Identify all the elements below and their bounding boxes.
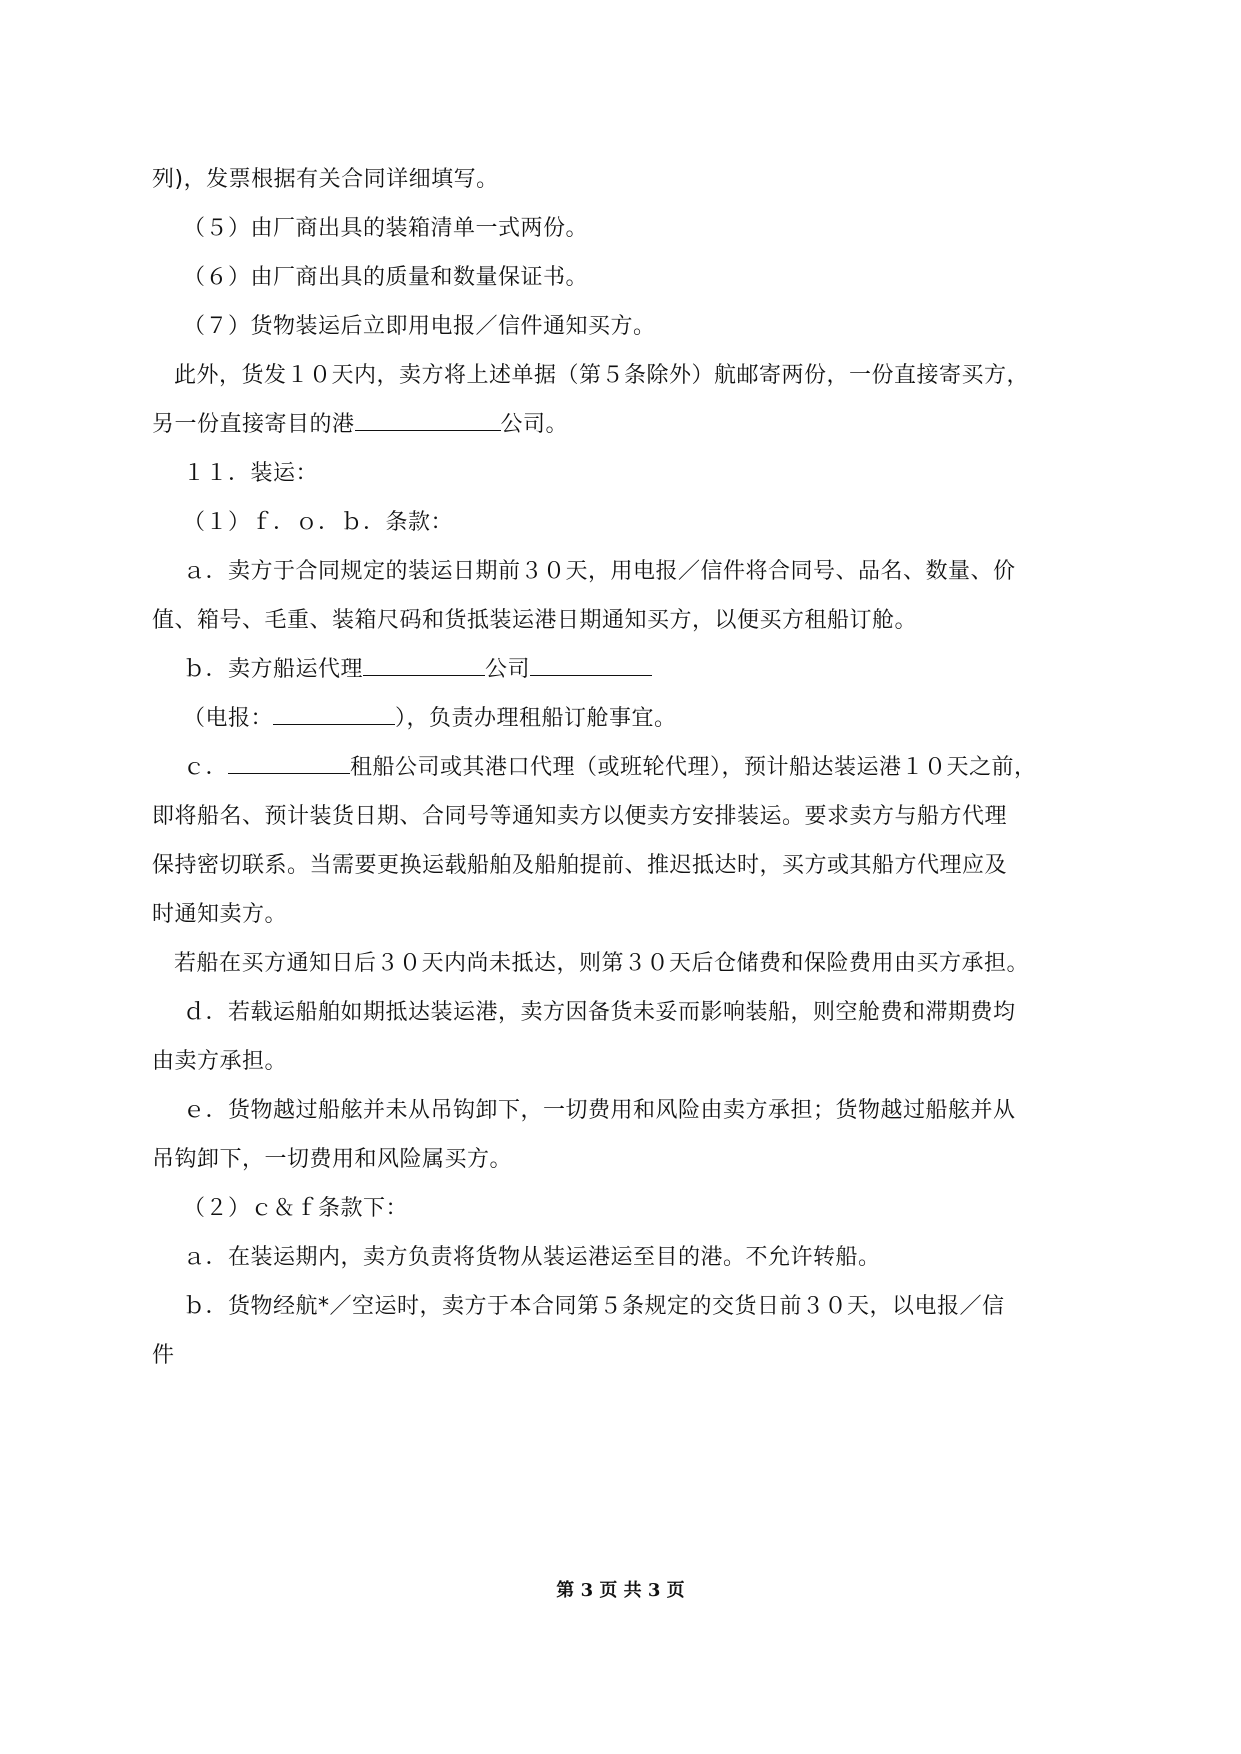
- paragraph-line: 时通知卖方。: [152, 902, 288, 927]
- paragraph-line: 此外，货发１０天内，卖方将上述单据（第５条除外）航邮寄两份，一份直接寄买方，: [174, 363, 1030, 388]
- paragraph-line: ｄ．若载运船舶如期抵达装运港，卖方因备货未妥而影响装船，则空舱费和滞期费均: [183, 1000, 1016, 1025]
- line-text: 租船公司或其港口代理（或班轮代理），预计船达装运港１０天之前，: [350, 755, 1037, 780]
- line-text: （电报：: [183, 706, 274, 731]
- paragraph-line: ａ．在装运期内，卖方负责将货物从装运港运至目的港。不允许转船。: [183, 1245, 881, 1270]
- paragraph-line: [152, 645, 1102, 694]
- paragraph-line: （５）由厂商出具的装箱清单一式两份。: [183, 216, 589, 241]
- paragraph-line: 值、箱号、毛重、装箱尺码和货抵装运港日期通知买方，以便买方租船订舱。: [152, 608, 918, 633]
- subsection-heading: （２）ｃ＆ｆ条款下：: [183, 1196, 409, 1221]
- line-text: 另一份直接寄目的港: [152, 412, 355, 437]
- page-number-footer: 第 3 页 共 3 页: [556, 1580, 685, 1601]
- subsection-heading: （１）ｆ．ｏ．ｂ．条款：: [183, 510, 454, 535]
- paragraph-line: [152, 694, 1102, 743]
- paragraph-line: ａ．卖方于合同规定的装运日期前３０天，用电报／信件将合同号、品名、数量、价: [183, 559, 1016, 584]
- line-text: ｃ．: [183, 755, 229, 780]
- paragraph-line: 吊钩卸下，一切费用和风险属买方。: [152, 1147, 513, 1172]
- paragraph-line: 保持密切联系。当需要更换运载船舶及船舶提前、推迟抵达时，买方或其船方代理应及: [152, 853, 1008, 878]
- paragraph-line: [152, 743, 1102, 792]
- paragraph-line: [152, 400, 1102, 449]
- line-text: ｂ．卖方船运代理: [183, 657, 364, 682]
- paragraph-line: 列)，发票根据有关合同详细填写。: [152, 167, 499, 192]
- fill-in-blank: [355, 429, 501, 431]
- line-text: ），负责办理租船订舱事宜。: [395, 706, 677, 731]
- line-text: 公司: [485, 657, 531, 682]
- paragraph-line: ｂ．货物经航*／空运时，卖方于本合同第５条规定的交货日前３０天，以电报／信: [183, 1294, 1005, 1319]
- fill-in-blank: [530, 674, 652, 676]
- paragraph-line: 若船在买方通知日后３０天内尚未抵达，则第３０天后仓储费和保险费用由买方承担。: [174, 951, 1030, 976]
- document-body: [152, 155, 1102, 1380]
- fill-in-blank: [228, 772, 350, 774]
- paragraph-line: 件: [152, 1343, 175, 1368]
- line-text: 公司。: [500, 412, 569, 437]
- paragraph-line: （６）由厂商出具的质量和数量保证书。: [183, 265, 589, 290]
- paragraph-line: 由卖方承担。: [152, 1049, 288, 1074]
- fill-in-blank: [363, 674, 485, 676]
- paragraph-line: 即将船名、预计装货日期、合同号等通知卖方以便卖方安排装运。要求卖方与船方代理: [152, 804, 1008, 829]
- section-heading: １１．装运：: [183, 461, 319, 486]
- fill-in-blank: [273, 723, 395, 725]
- paragraph-line: （７）货物装运后立即用电报／信件通知买方。: [183, 314, 656, 339]
- paragraph-line: ｅ．货物越过船舷并未从吊钩卸下，一切费用和风险由卖方承担；货物越过船舷并从: [183, 1098, 1016, 1123]
